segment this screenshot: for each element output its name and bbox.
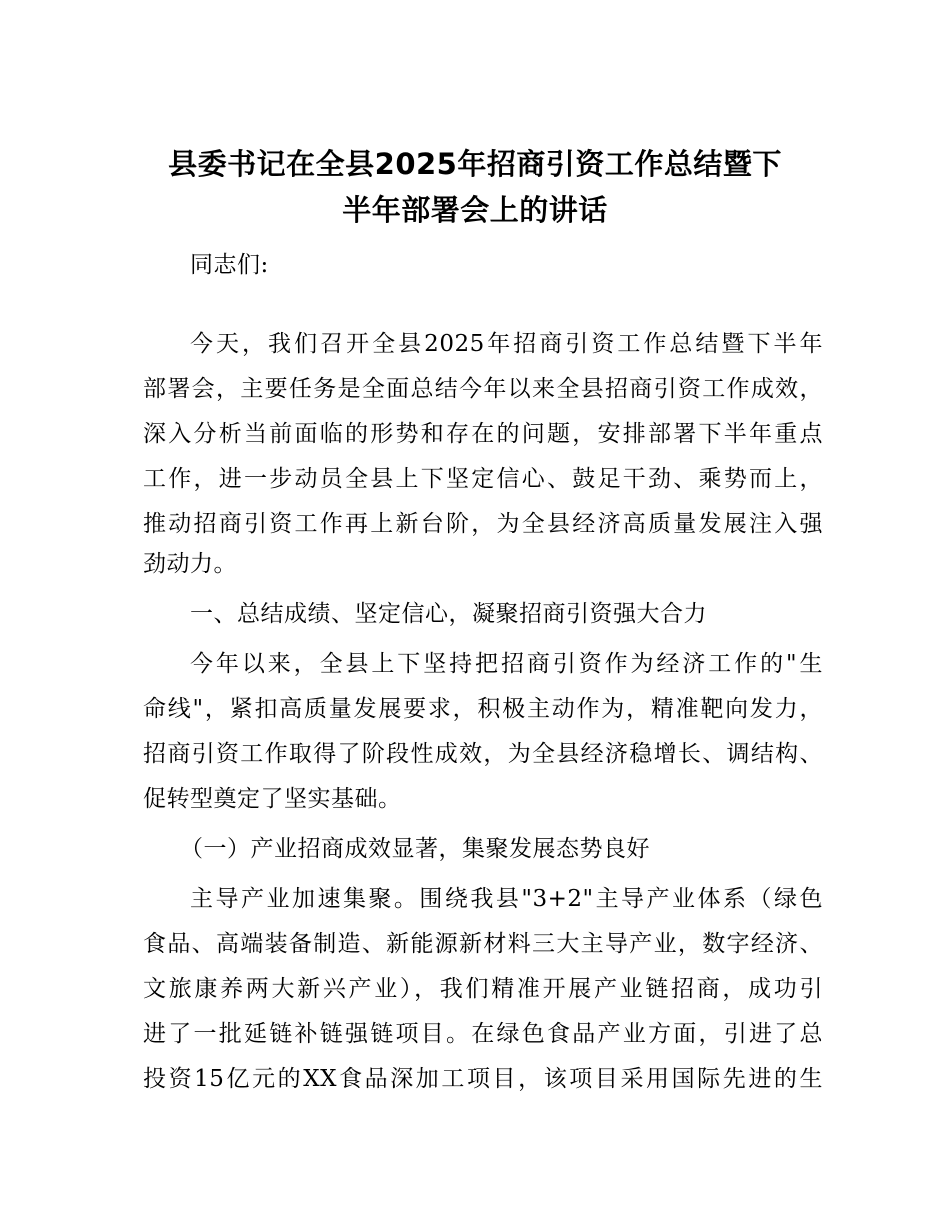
document-title-line-2: 半年部署会上的讲话 (342, 193, 608, 227)
paragraph-line: 进了一批延链补链强链项目。在绿色食品产业方面，引进了总 (143, 1021, 823, 1047)
paragraph-line: 工作，进一步动员全县上下坚定信心、鼓足干劲、乘势而上， (143, 466, 823, 492)
paragraph-line: 投资15亿元的XX食品深加工项目，该项目采用国际先进的生 (143, 1066, 823, 1092)
paragraph-line: 食品、高端装备制造、新能源新材料三大主导产业，数字经济、 (143, 931, 823, 957)
paragraph-line: 文旅康养两大新兴产业），我们精准开展产业链招商，成功引 (143, 976, 823, 1002)
section-heading-2: （一）产业招商成效显著，集聚发展态势良好 (180, 836, 650, 862)
paragraph-line: 主导产业加速集聚。围绕我县"3+2"主导产业体系（绿色 (190, 886, 823, 912)
paragraph-line: 招商引资工作取得了阶段性成效，为全县经济稳增长、调结构、 (143, 741, 823, 767)
paragraph-line: 深入分析当前面临的形势和存在的问题，安排部署下半年重点 (143, 421, 823, 447)
paragraph-line: 推动招商引资工作再上新台阶，为全县经济高质量发展注入强 (143, 511, 823, 537)
paragraph-line: 今天，我们召开全县2025年招商引资工作总结暨下半年 (190, 331, 823, 357)
paragraph-line: 命线"，紧扣高质量发展要求，积极主动作为，精准靶向发力， (143, 696, 823, 722)
paragraph-line: 劲动力。 (143, 551, 237, 577)
paragraph-line: 部署会，主要任务是全面总结今年以来全县招商引资工作成效， (143, 376, 823, 402)
paragraph-line: 今年以来，全县上下坚持把招商引资作为经济工作的"生 (190, 651, 823, 677)
paragraph-line: 促转型奠定了坚实基础。 (143, 786, 402, 812)
greeting: 同志们: (190, 252, 269, 278)
section-heading-1: 一、总结成绩、坚定信心，凝聚招商引资强大合力 (190, 601, 707, 627)
document-title-line-1: 县委书记在全县2025年招商引资工作总结暨下 (168, 147, 782, 181)
